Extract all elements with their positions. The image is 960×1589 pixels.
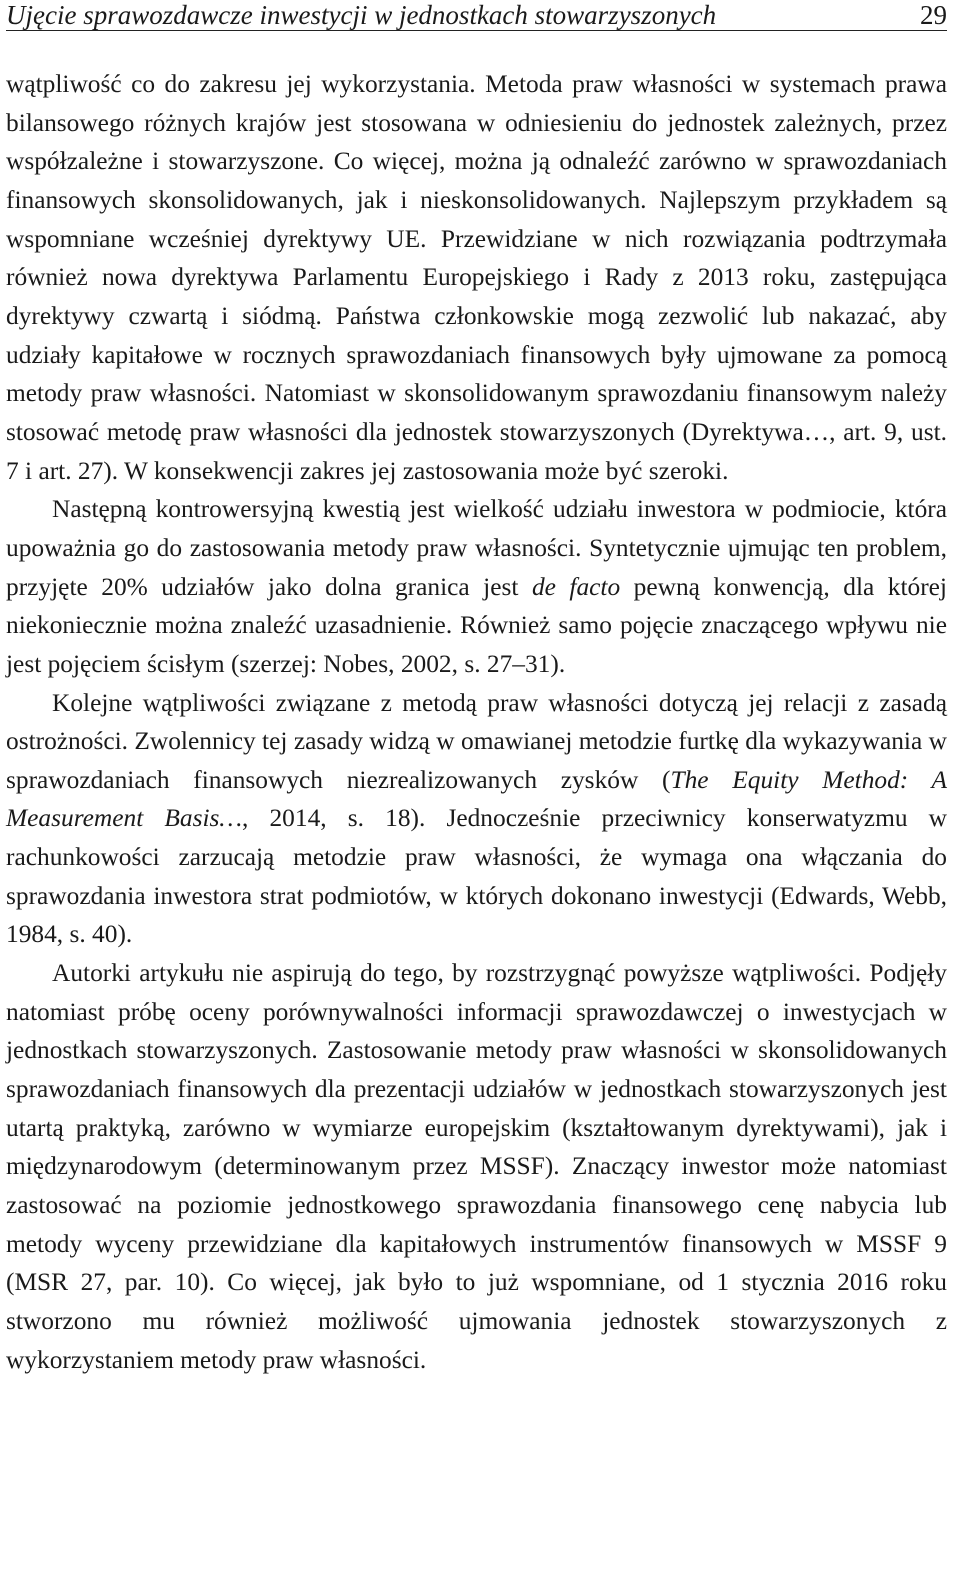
body-text bbox=[6, 65, 947, 1379]
text-segment: Następną kontrowersyjną kwestią jest wielkość udziału inwestora w podmiocie, która upoważnia go do zastosowania metody praw własności. Syntetycznie ujmując ten problem, przyjęte 20% udziałów jako dolna granica jest bbox=[6, 495, 947, 601]
page-number: 29 bbox=[920, 0, 947, 30]
paragraph bbox=[6, 65, 947, 490]
italic-text: The Equity Method: A Measurement Basis… bbox=[6, 765, 947, 833]
text-segment: Autorki artykułu nie aspirują do tego, by rozstrzygnąć powyższe wątpliwości. Podjęły natomiast próbę oceny porównywalności informacji sprawozdawczej o inwestycjach w jednostkach stowarzyszonych. Zastosowanie metody praw własności w skonsolidowanych sprawozdaniach finansowych dla prezentacji udziałów w jednostkach stowarzyszonych jest utartą praktyką, zarówno w wymiarze europejskim (kształtowanym dyrektywami), jak i międzynarodowym (determinowanym przez MSSF). Znaczący inwestor może natomiast zastosować na poziomie jednostkowego sprawozdania finansowego cenę nabycia lub metody wyceny przewidziane dla kapitałowych instrumentów finansowych w MSSF 9 (MSR 27, par. 10). Co więcej, jak było to już wspomniane, od 1 stycznia 2016 roku stworzono mu również możliwość ujmowania jednostek stowarzyszonych z wykorzystaniem metody praw własności. bbox=[6, 959, 947, 1374]
text-segment: , 2014, s. 18). Jednocześnie przeciwnicy konserwatyzmu w rachunkowości zarzucają metodzie praw własności, że wymaga ona włączania do sprawozdania inwestora strat podmiotów, w których dokonano inwestycji (Edwards, Webb, 1984, s. 40). bbox=[6, 804, 947, 949]
italic-text: de facto bbox=[531, 572, 621, 601]
running-title: Ujęcie sprawozdawcze inwestycji w jednostkach stowarzyszonych bbox=[6, 0, 717, 30]
page bbox=[6, 0, 947, 1379]
paragraph bbox=[6, 490, 947, 683]
paragraph bbox=[6, 684, 947, 955]
text-segment: wątpliwość co do zakresu jej wykorzystania. Metoda praw własności w systemach prawa bilansowego różnych krajów jest stosowana w odniesieniu do jednostek zależnych, przez współzależne i stowarzyszone. Co więcej, można ją odnaleźć zarówno w sprawozdaniach finansowych skonsolidowanych, jak i nieskonsolidowanych. Najlepszym przykładem są wspomniane wcześniej dyrektywy UE. Przewidziane w nich rozwiązania podtrzymała również nowa dyrektywa Parlamentu Europejskiego i Rady z 2013 roku, zastępująca dyrektywy czwartą i siódmą. Państwa członkowskie mogą zezwolić lub nakazać, aby udziały kapitałowe w rocznych sprawozdaniach finansowych były ujmowane za pomocą metody praw własności. Natomiast w skonsolidowanym sprawozdaniu finansowym należy stosować metodę praw własności dla jednostek stowarzyszonych (Dyrektywa…, art. 9, ust. 7 i art. 27). W konsekwencji zakres jej zastosowania może być szeroki. bbox=[6, 70, 947, 485]
paragraph bbox=[6, 954, 947, 1379]
text-segment: Kolejne wątpliwości związane z metodą praw własności dotyczą jej relacji z zasadą ostrożności. Zwolennicy tej zasady widzą w omawianej metodzie furtkę dla wykazywania w sprawozdaniach finansowych niezrealizowanych zysków ( bbox=[6, 688, 947, 794]
running-header bbox=[6, 0, 947, 31]
text-segment: pewną konwencją, dla której niekoniecznie można znaleźć uzasadnienie. Również samo pojęcie znaczącego wpływu nie jest pojęciem ścisłym (szerzej: Nobes, 2002, s. 27–31). bbox=[6, 572, 947, 678]
